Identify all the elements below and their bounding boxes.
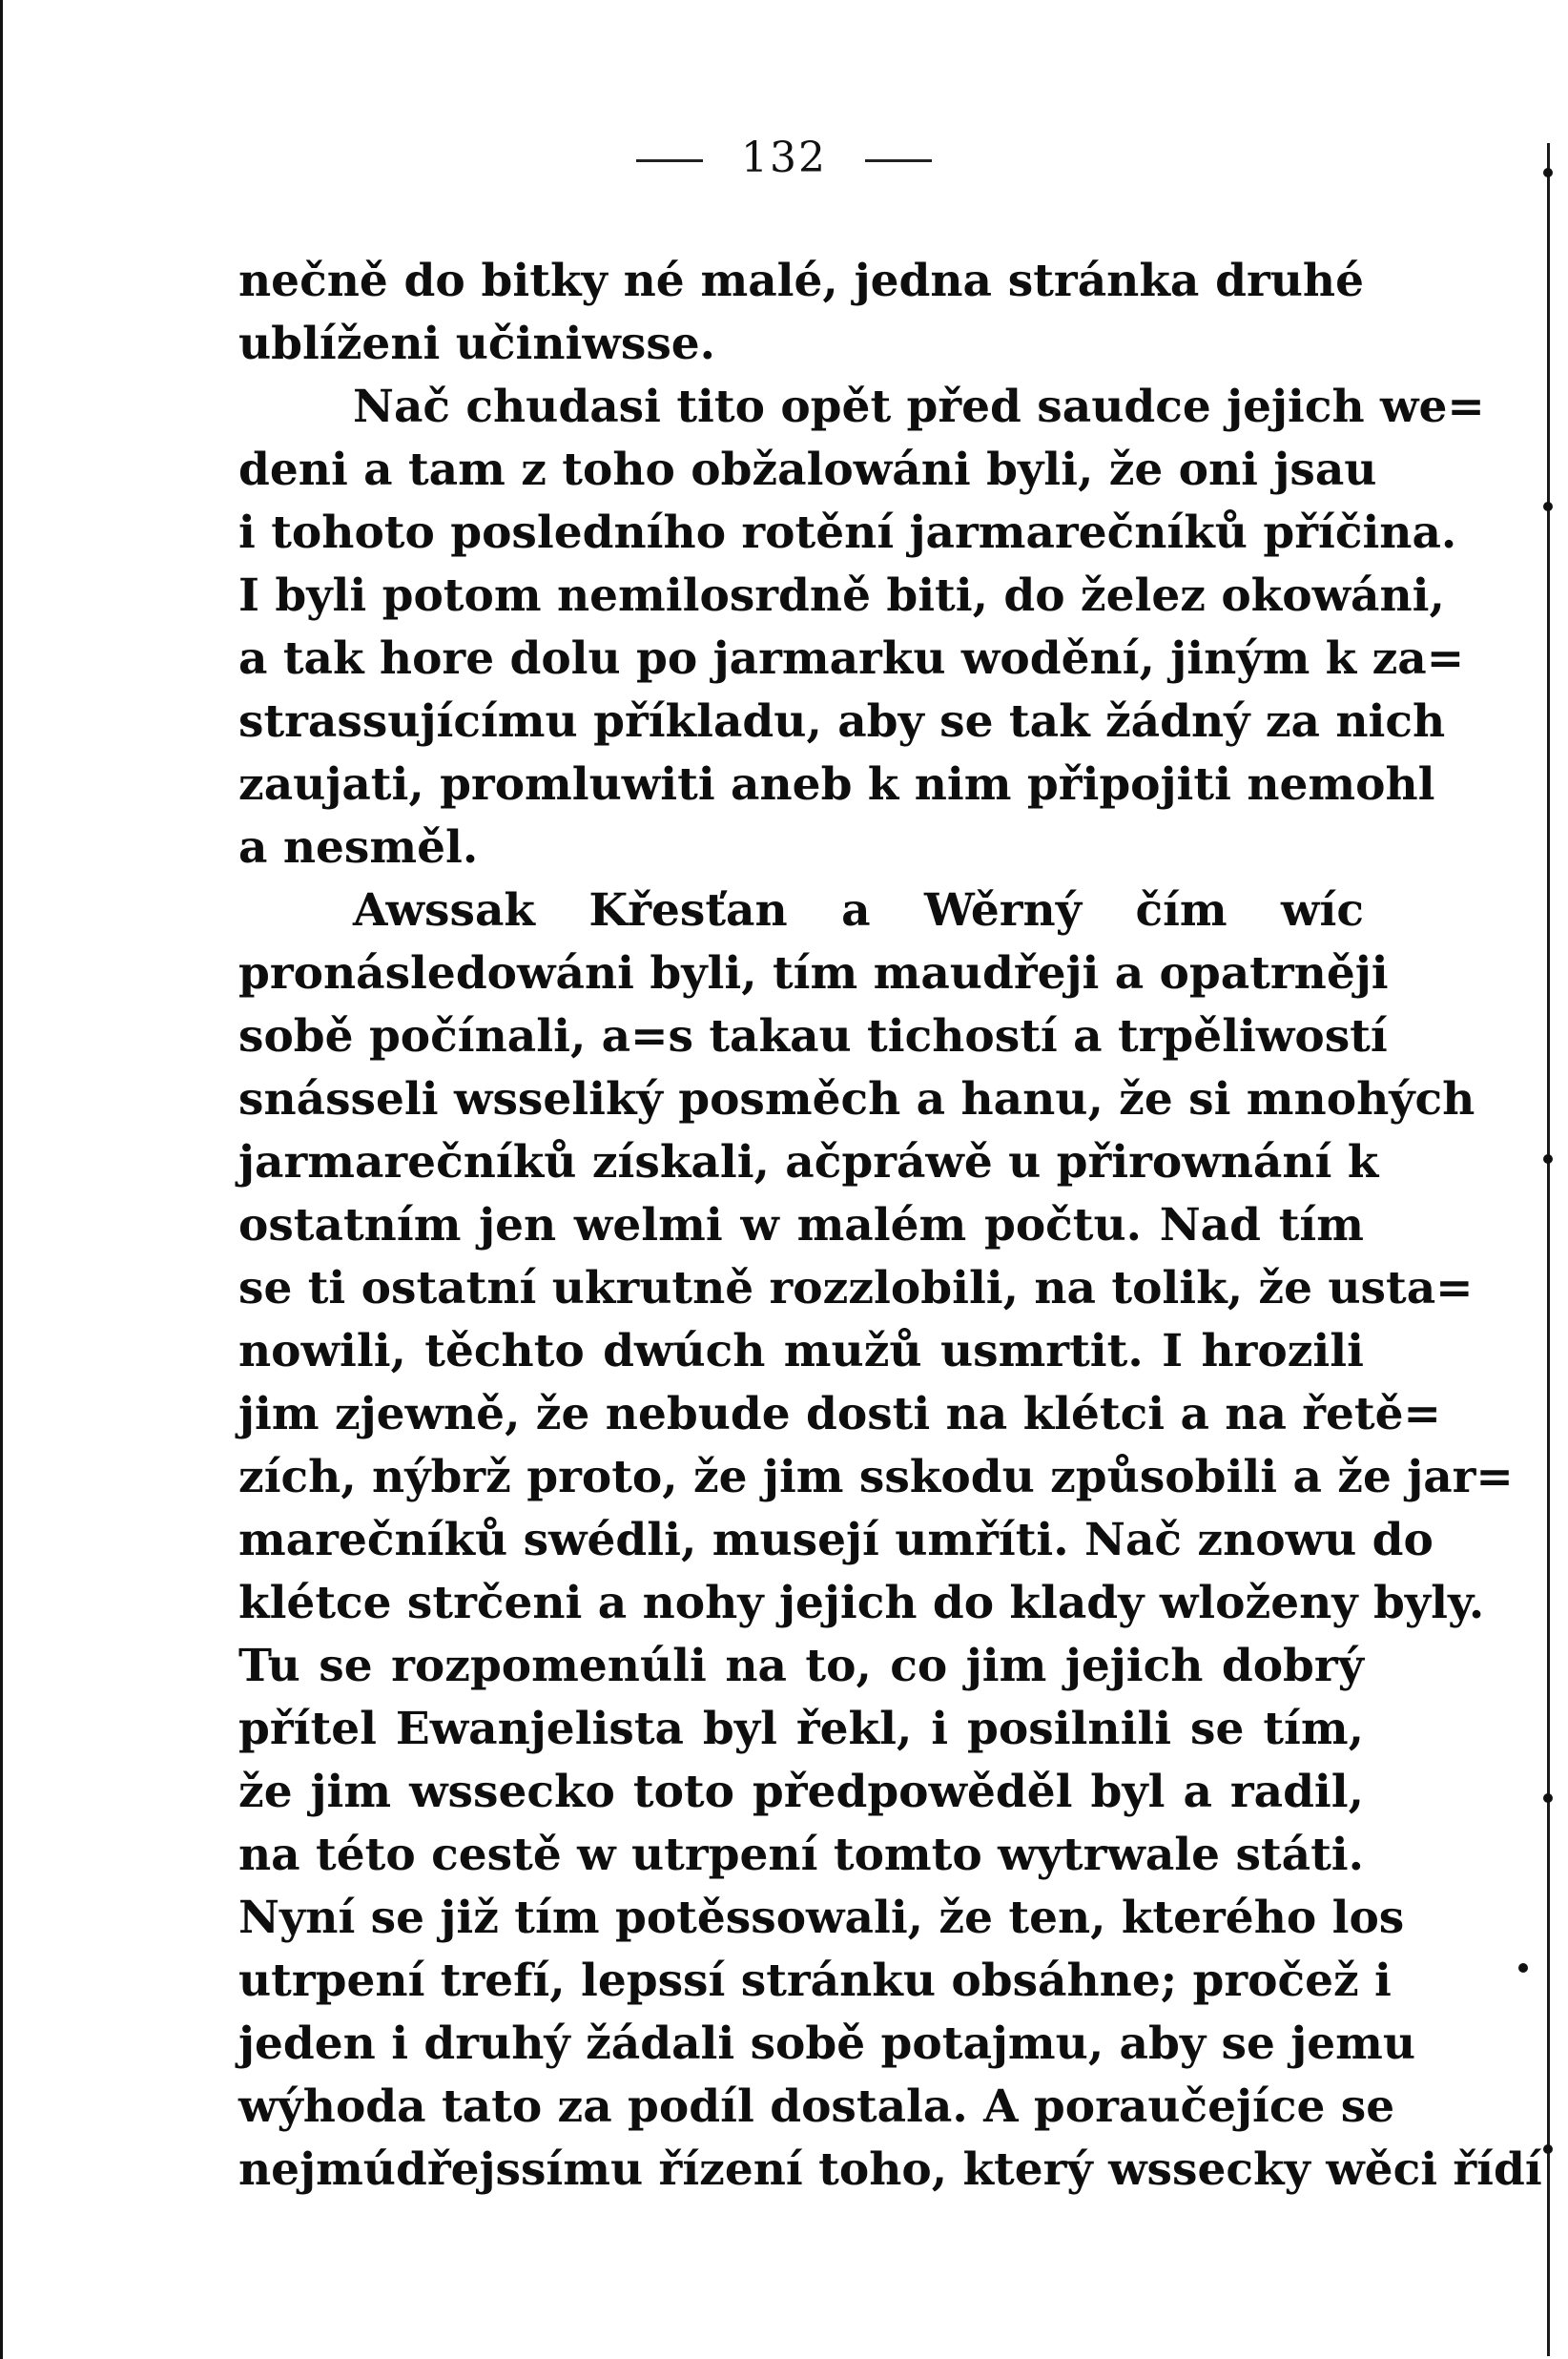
header-dash-left <box>636 159 703 162</box>
text-line: strassujícímu příkladu, aby se tak žádný za nich <box>238 695 1446 748</box>
text-line: a tak hore dolu po jarmarku wodění, jiným k za= <box>238 632 1465 685</box>
text-line: přítel Ewanjelista byl řekl, i posilnili se tím, <box>238 1703 1364 1755</box>
text-line: jim zjewně, že nebude dosti na klétci a na řetě= <box>238 1388 1441 1440</box>
text-line: klétce strčeni a nohy jejich do klady wloženy byly. <box>238 1577 1485 1629</box>
text-line: zaujati, promluwiti aneb k nim připojiti nemohl <box>238 758 1435 811</box>
text-line: Tu se rozpomenúli na to, co jim jejich dobrý <box>238 1640 1364 1692</box>
text-line: marečníků swédli, musejí umříti. Nač znowu do <box>238 1514 1434 1566</box>
header-dash-right <box>865 159 932 162</box>
text-line: zích, nýbrž proto, že jim sskodu způsobili a že jar= <box>238 1451 1514 1503</box>
right-margin-rule <box>1547 143 1550 2356</box>
text-line: a nesměl. <box>238 821 479 874</box>
text-line: i tohoto posledního rotění jarmarečníků příčina. <box>238 507 1457 559</box>
text-line: I byli potom nemilosrdně biti, do želez okowáni, <box>238 569 1445 622</box>
margin-mark <box>1543 2144 1553 2154</box>
text-line: Nyní se již tím potěssowali, že ten, kterého los <box>238 1892 1405 1944</box>
text-line: sobě počínali, a=s takau tichostí a trpěliwostí <box>238 1010 1388 1063</box>
text-line: ublíženi učiniwsse. <box>238 318 716 370</box>
page-header <box>0 134 1568 182</box>
text-line: nejmúdřejssímu řízení toho, který wssecky wěci řídí <box>238 2143 1542 2196</box>
page-number: 132 <box>741 134 827 182</box>
text-line: jeden i druhý žádali sobě potajmu, aby se jemu <box>238 2018 1416 2070</box>
text-line: na této cestě w utrpení tomto wytrwale státi. <box>238 1829 1364 1881</box>
text-line: nečně do bitky né malé, jedna stránka druhé <box>238 255 1364 307</box>
text-line: pronásledowáni byli, tím maudřeji a opatrněji <box>238 947 1389 1000</box>
body-text <box>238 250 1542 2202</box>
text-line: Nač chudasi tito opět před saudce jejich we= <box>353 381 1485 433</box>
margin-mark <box>1518 1963 1528 1973</box>
text-line: ostatním jen welmi w malém počtu. Nad tím <box>238 1199 1364 1252</box>
text-line: nowili, těchto dwúch mužů usmrtit. I hrozili <box>238 1325 1364 1377</box>
text-line: jarmarečníků získali, ačpráwě u přirownání k <box>238 1136 1379 1189</box>
text-line: utrpení trefí, lepssí stránku obsáhne; pročež i <box>238 1955 1392 2007</box>
text-line: že jim wssecko toto předpowěděl byl a radil, <box>238 1766 1364 1818</box>
text-line: snásseli wsseliký posměch a hanu, že si mnohých <box>238 1073 1475 1126</box>
text-line: se ti ostatní ukrutně rozzlobili, na tolik, že usta= <box>238 1262 1474 1314</box>
margin-mark <box>1543 1793 1553 1803</box>
text-line: wýhoda tato za podíl dostala. A poraučejíce se <box>238 2080 1395 2133</box>
text-line: Awssak Křesťan a Wěrný čím wíc <box>353 884 1364 937</box>
margin-mark <box>1543 502 1553 511</box>
text-line: deni a tam z toho obžalowáni byli, že oni jsau <box>238 444 1377 496</box>
margin-mark <box>1543 1154 1553 1164</box>
